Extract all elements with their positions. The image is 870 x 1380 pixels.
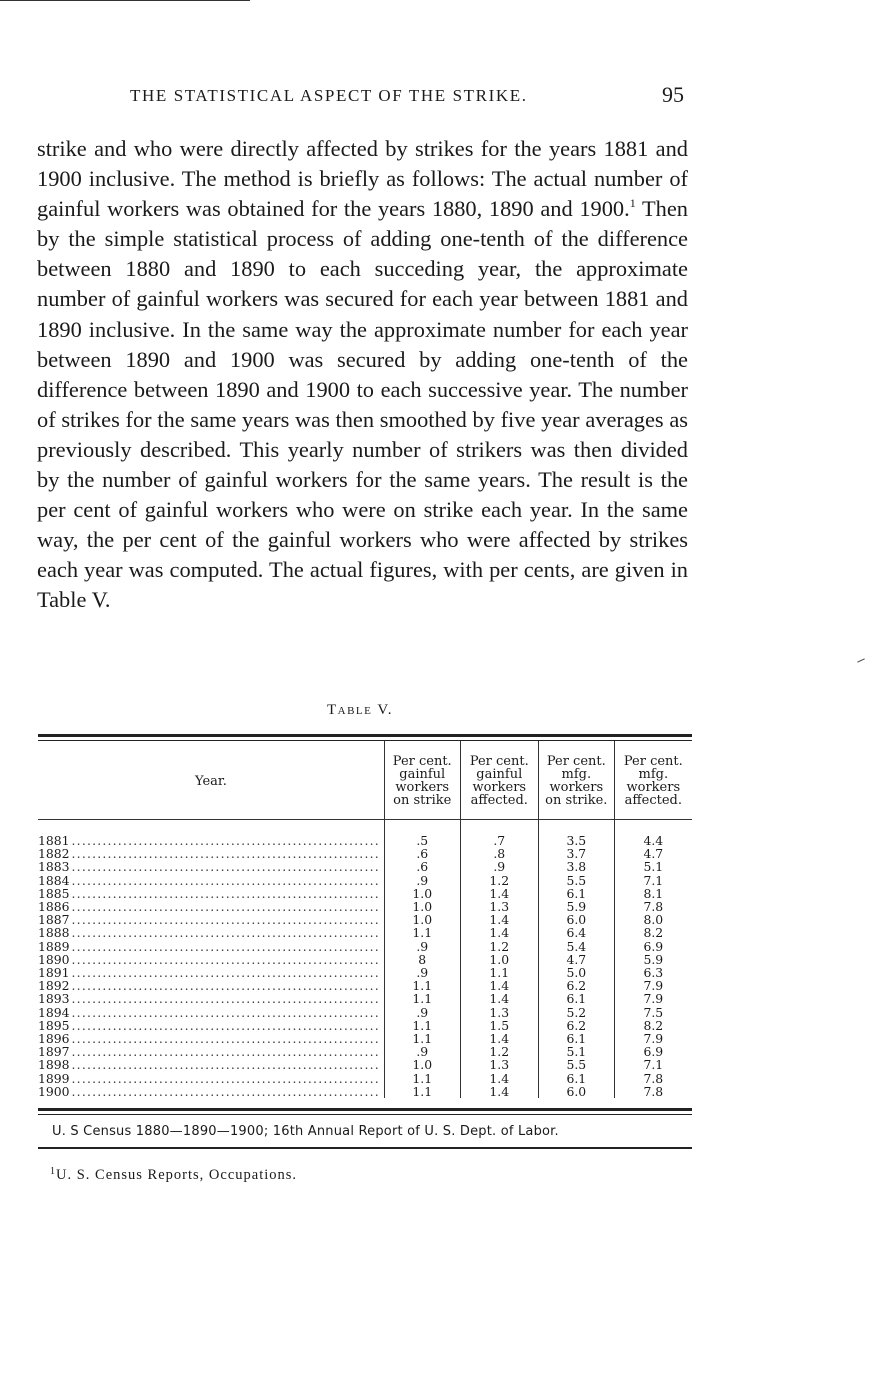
footnote <box>50 1166 297 1184</box>
table-body <box>38 820 692 1099</box>
mfg-affected-cell: 7.9 <box>614 1032 692 1045</box>
year-cell <box>38 874 384 887</box>
table-row <box>38 1045 692 1058</box>
mfg-affected-cell: 7.1 <box>614 874 692 887</box>
mfg-on-strike-cell: 3.7 <box>538 847 614 860</box>
mfg-affected-cell: 7.8 <box>614 1072 692 1085</box>
page-number: 95 <box>662 82 684 107</box>
table-header-row <box>38 741 692 820</box>
leader-dots: ............................................................ <box>71 860 380 874</box>
mfg-affected-cell: 6.9 <box>614 1045 692 1058</box>
leader-dots: ............................................................ <box>71 1018 380 1033</box>
on-strike-cell: 1.1 <box>384 926 460 939</box>
mfg-affected-cell: 7.8 <box>614 1085 692 1098</box>
affected-cell: 1.1 <box>460 966 538 979</box>
mfg-on-strike-cell: 4.7 <box>538 953 614 966</box>
year-label: 1884 <box>38 872 70 888</box>
mfg-affected-cell: 4.4 <box>614 834 692 847</box>
table-spacer-row <box>38 820 692 835</box>
on-strike-cell: 1.0 <box>384 887 460 900</box>
mfg-on-strike-cell: 6.2 <box>538 979 614 992</box>
on-strike-cell: .9 <box>384 940 460 953</box>
affected-cell: 1.3 <box>460 900 538 913</box>
affected-cell: 1.4 <box>460 992 538 1005</box>
on-strike-cell: .9 <box>384 874 460 887</box>
mfg-affected-cell: 4.7 <box>614 847 692 860</box>
statistics-table <box>38 734 692 1149</box>
affected-cell: .9 <box>460 860 538 873</box>
leader-dots: ............................................................ <box>71 873 380 887</box>
year-cell <box>38 1058 384 1071</box>
leader-dots: ............................................................ <box>71 913 380 927</box>
on-strike-cell: 1.1 <box>384 1085 460 1098</box>
affected-cell: 1.4 <box>460 979 538 992</box>
year-label: 1890 <box>38 951 70 967</box>
table-bottom-rule <box>38 1108 692 1115</box>
year-label: 1900 <box>38 1083 70 1099</box>
year-cell <box>38 979 384 992</box>
table-grid <box>38 741 692 1098</box>
on-strike-cell: .6 <box>384 860 460 873</box>
year-label: 1891 <box>38 965 70 981</box>
leader-dots: ............................................................ <box>71 886 380 901</box>
on-strike-cell: .9 <box>384 966 460 979</box>
table-row <box>38 874 692 887</box>
mfg-affected-cell: 6.3 <box>614 966 692 979</box>
on-strike-cell: 1.1 <box>384 1019 460 1032</box>
on-strike-cell: 1.0 <box>384 900 460 913</box>
year-label: 1895 <box>38 1017 70 1033</box>
leader-dots: ............................................................ <box>71 1084 380 1099</box>
year-cell <box>38 1019 384 1032</box>
year-cell <box>38 847 384 860</box>
mfg-affected-cell: 7.5 <box>614 1006 692 1019</box>
column-header-year: Year. <box>38 741 384 820</box>
table-row <box>38 1058 692 1071</box>
on-strike-cell: 8 <box>384 953 460 966</box>
leader-dots: ............................................................ <box>71 966 380 980</box>
affected-cell: 1.2 <box>460 1045 538 1058</box>
affected-cell: 1.3 <box>460 1006 538 1019</box>
year-label: 1886 <box>38 899 70 915</box>
mfg-on-strike-cell: 5.9 <box>538 900 614 913</box>
source-rule <box>38 1147 692 1149</box>
mfg-affected-cell: 8.1 <box>614 887 692 900</box>
affected-cell: .7 <box>460 834 538 847</box>
table-row <box>38 887 692 900</box>
year-cell <box>38 1006 384 1019</box>
leader-dots: ............................................................ <box>71 1071 380 1085</box>
affected-cell: 1.4 <box>460 1085 538 1098</box>
body-paragraph <box>37 134 688 616</box>
affected-cell: 1.4 <box>460 913 538 926</box>
year-label: 1883 <box>38 859 70 875</box>
mfg-affected-cell: 7.8 <box>614 900 692 913</box>
mfg-on-strike-cell: 6.1 <box>538 1032 614 1045</box>
mfg-affected-cell: 6.9 <box>614 940 692 953</box>
running-head: THE STATISTICAL ASPECT OF THE STRIKE. <box>130 86 528 105</box>
mfg-affected-cell: 7.9 <box>614 979 692 992</box>
column-header-mfg-affected: Per cent. mfg. workers affected. <box>614 741 692 820</box>
mfg-on-strike-cell: 5.5 <box>538 874 614 887</box>
mfg-on-strike-cell: 6.1 <box>538 1072 614 1085</box>
year-cell <box>38 940 384 953</box>
footnote-text: U. S. Census Reports, Occupations. <box>56 1167 298 1183</box>
mfg-affected-cell: 7.9 <box>614 992 692 1005</box>
mfg-affected-cell: 8.0 <box>614 913 692 926</box>
on-strike-cell: .9 <box>384 1006 460 1019</box>
column-header-mfg-on-strike: Per cent. mfg. workers on strike. <box>538 741 614 820</box>
mfg-on-strike-cell: 5.5 <box>538 1058 614 1071</box>
year-label: 1897 <box>38 1044 70 1060</box>
year-cell <box>38 966 384 979</box>
footnote-mark: 1 <box>50 1166 56 1177</box>
year-cell <box>38 900 384 913</box>
leader-dots: ............................................................ <box>71 992 380 1006</box>
year-cell <box>38 1085 384 1098</box>
on-strike-cell: 1.1 <box>384 992 460 1005</box>
top-rule <box>0 0 250 1</box>
on-strike-cell: 1.0 <box>384 1058 460 1071</box>
mfg-affected-cell: 8.2 <box>614 1019 692 1032</box>
mfg-on-strike-cell: 6.1 <box>538 887 614 900</box>
affected-cell: .8 <box>460 847 538 860</box>
column-header-on-strike: Per cent. gainful workers on strike <box>384 741 460 820</box>
year-label: 1899 <box>38 1070 70 1086</box>
year-cell <box>38 860 384 873</box>
stray-mark <box>857 658 865 662</box>
table-row <box>38 860 692 873</box>
mfg-on-strike-cell: 6.0 <box>538 1085 614 1098</box>
leader-dots: ............................................................ <box>71 1005 380 1019</box>
year-label: 1893 <box>38 991 70 1007</box>
footnote-reference: 1 <box>629 196 636 211</box>
affected-cell: 1.0 <box>460 953 538 966</box>
mfg-on-strike-cell: 5.2 <box>538 1006 614 1019</box>
table-source: U. S Census 1880—1890—1900; 16th Annual Report of U. S. Dept. of Labor. <box>52 1124 559 1140</box>
table-row <box>38 1085 692 1098</box>
mfg-on-strike-cell: 3.8 <box>538 860 614 873</box>
leader-dots: ............................................................ <box>71 834 380 848</box>
table-top-rule <box>38 734 692 741</box>
year-label: 1896 <box>38 1031 70 1047</box>
leader-dots: ............................................................ <box>71 1032 380 1046</box>
year-cell <box>38 926 384 939</box>
table-row <box>38 966 692 979</box>
mfg-affected-cell: 5.1 <box>614 860 692 873</box>
year-label: 1882 <box>38 846 70 862</box>
table-row <box>38 1072 692 1085</box>
mfg-affected-cell: 5.9 <box>614 953 692 966</box>
on-strike-cell: .5 <box>384 834 460 847</box>
affected-cell: 1.2 <box>460 874 538 887</box>
year-label: 1894 <box>38 1004 70 1020</box>
leader-dots: ............................................................ <box>71 1058 380 1072</box>
table-row <box>38 913 692 926</box>
mfg-on-strike-cell: 6.4 <box>538 926 614 939</box>
page-header <box>40 80 688 110</box>
table-row <box>38 992 692 1005</box>
table-row <box>38 926 692 939</box>
mfg-on-strike-cell: 5.1 <box>538 1045 614 1058</box>
mfg-affected-cell: 7.1 <box>614 1058 692 1071</box>
mfg-on-strike-cell: 6.1 <box>538 992 614 1005</box>
table-row <box>38 979 692 992</box>
table-row <box>38 847 692 860</box>
mfg-on-strike-cell: 5.0 <box>538 966 614 979</box>
year-cell <box>38 953 384 966</box>
on-strike-cell: .9 <box>384 1045 460 1058</box>
table-row <box>38 1032 692 1045</box>
mfg-on-strike-cell: 3.5 <box>538 834 614 847</box>
body-text-part-2: Then by the simple statistical process of adding one-tenth of the difference between 1880 and 1890 to each succeding year, the approximate number of gainful workers was secured for each year between 1881 and 1890 inclusive. In the same way the approximate number for each year between 1890 and 1900 was secured by adding one-tenth of the difference between 1890 and 1900 to each successive year. The number of strikes for the same years was then smoothed by five year averages as previously described. This yearly number of strikers was then divided by the number of gainful workers for the same years. The result is the per cent of gainful workers who were on strike each year. In the same way, the per cent of the gainful workers who were affected by strikes each year was computed. The actual figures, with per cents, are given in Table V. <box>37 196 689 613</box>
mfg-on-strike-cell: 6.2 <box>538 1019 614 1032</box>
on-strike-cell: 1.1 <box>384 1072 460 1085</box>
affected-cell: 1.5 <box>460 1019 538 1032</box>
year-cell <box>38 887 384 900</box>
table-row <box>38 953 692 966</box>
table-row <box>38 900 692 913</box>
year-label: 1892 <box>38 978 70 994</box>
mfg-on-strike-cell: 6.0 <box>538 913 614 926</box>
affected-cell: 1.2 <box>460 940 538 953</box>
affected-cell: 1.4 <box>460 1072 538 1085</box>
leader-dots: ............................................................ <box>71 979 380 993</box>
leader-dots: ............................................................ <box>71 939 380 953</box>
year-label: 1888 <box>38 925 70 941</box>
leader-dots: ............................................................ <box>71 1045 380 1059</box>
on-strike-cell: 1.1 <box>384 979 460 992</box>
table-row <box>38 1019 692 1032</box>
column-header-affected: Per cent. gainful workers affected. <box>460 741 538 820</box>
year-label: 1881 <box>38 833 70 848</box>
year-cell <box>38 834 384 847</box>
affected-cell: 1.4 <box>460 1032 538 1045</box>
affected-cell: 1.4 <box>460 887 538 900</box>
leader-dots: ............................................................ <box>71 847 380 861</box>
year-cell <box>38 913 384 926</box>
year-cell <box>38 992 384 1005</box>
on-strike-cell: 1.1 <box>384 1032 460 1045</box>
year-label: 1889 <box>38 938 70 954</box>
leader-dots: ............................................................ <box>71 926 380 940</box>
leader-dots: ............................................................ <box>71 900 380 914</box>
year-cell <box>38 1045 384 1058</box>
table-row <box>38 834 692 847</box>
affected-cell: 1.4 <box>460 926 538 939</box>
on-strike-cell: 1.0 <box>384 913 460 926</box>
year-label: 1898 <box>38 1057 70 1073</box>
year-label: 1887 <box>38 912 70 928</box>
year-cell <box>38 1072 384 1085</box>
on-strike-cell: .6 <box>384 847 460 860</box>
affected-cell: 1.3 <box>460 1058 538 1071</box>
leader-dots: ............................................................ <box>71 952 380 967</box>
table-title: Table V. <box>326 702 393 718</box>
mfg-affected-cell: 8.2 <box>614 926 692 939</box>
table-row <box>38 940 692 953</box>
year-cell <box>38 1032 384 1045</box>
year-label: 1885 <box>38 885 70 901</box>
mfg-on-strike-cell: 5.4 <box>538 940 614 953</box>
table-row <box>38 1006 692 1019</box>
body-text-part-1: strike and who were directly affected by strikes for the years 1881 and 1900 inclusive. The method is briefly as follows: The actual number of gainful workers was obtained for the years 1880, 1890 and 1900. <box>37 136 688 222</box>
